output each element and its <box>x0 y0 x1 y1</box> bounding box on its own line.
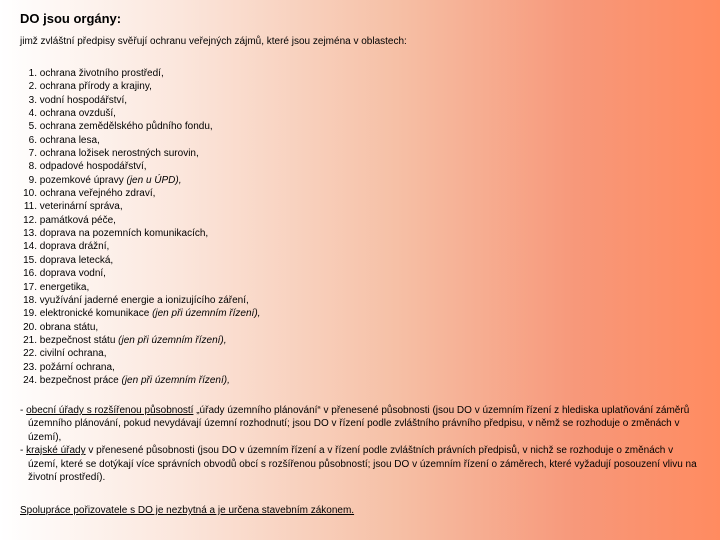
list-item-note: (jen při územním řízení), <box>152 308 261 320</box>
list-item <box>20 361 260 374</box>
list-item-number: 3. <box>28 94 37 106</box>
list-item-text: doprava letecká, <box>39 254 114 266</box>
list-item <box>20 294 260 307</box>
list-item-number: 20. <box>23 321 37 333</box>
list-item <box>20 80 260 93</box>
list-item-text: bezpečnost státu <box>39 334 119 346</box>
list-item-number: 1. <box>28 68 37 79</box>
list-item <box>20 374 260 387</box>
list-item-text: doprava vodní, <box>39 268 106 280</box>
list-item-number: 24. <box>23 374 37 386</box>
bullet-term: krajské úřady <box>26 445 86 457</box>
bullet-dash: - <box>20 405 27 416</box>
list-item-number: 5. <box>28 121 37 133</box>
list-item <box>20 307 260 320</box>
list-item <box>20 254 260 267</box>
list-item-number: 22. <box>23 348 37 360</box>
list-item <box>20 107 260 120</box>
list-item-number: 8. <box>28 161 37 173</box>
list-item-text: ochrana přírody a krajiny, <box>39 81 152 93</box>
list-item-text: veterinární správa, <box>39 201 123 213</box>
list-item-number: 11. <box>23 201 37 213</box>
list-item <box>20 160 260 173</box>
list-item-text: obrana státu, <box>39 321 99 333</box>
list-item-text: doprava na pozemních komunikacích, <box>39 228 209 240</box>
list-item-number: 18. <box>23 294 37 306</box>
page-subtitle: jimž zvláštní předpisy svěřují ochranu veřejných zájmů, které jsou zejména v oblastech: <box>20 36 407 47</box>
list-item <box>20 267 260 280</box>
list-item-number: 21. <box>23 334 37 346</box>
list-item-number: 14. <box>23 241 37 253</box>
list-item <box>20 120 260 133</box>
list-item <box>20 334 260 347</box>
page-title: DO jsou orgány: <box>20 11 122 26</box>
list-item-text: využívání jaderné energie a ionizujícího záření, <box>39 294 249 306</box>
list-item-text: památková péče, <box>39 214 116 226</box>
list-item-number: 17. <box>23 281 37 293</box>
list-item-text: energetika, <box>39 281 90 293</box>
list-item-number: 10. <box>23 188 37 200</box>
list-item-number: 13. <box>23 228 37 240</box>
list-item <box>20 134 260 147</box>
list-item <box>20 214 260 227</box>
list-item <box>20 67 260 80</box>
list-item-number: 7. <box>28 148 37 160</box>
list-item-number: 12. <box>23 214 37 226</box>
list-item-note: (jen u ÚPD), <box>126 174 182 186</box>
list-item-number: 6. <box>28 134 37 146</box>
bullet-dash: - <box>20 445 27 457</box>
footer-note: Spolupráce pořizovatele s DO je nezbytná a je určena stavebním zákonem. <box>20 505 355 516</box>
list-item <box>20 147 260 160</box>
list-item-text: odpadové hospodářství, <box>39 161 147 173</box>
list-item <box>20 281 260 294</box>
bullet-text: v přenesené působnosti (jsou DO v územním řízení a v řízení podle zvláštních právních předpisů, v nichž se rozhoduje o změnách v území, které se dotýkají více správních obvodů obcí s rozšířenou působností; jsou DO v územním řízení o záměrech, které vyžadují posouzení vlivu na životní prostředí). <box>28 445 697 484</box>
list-item-text: ochrana ovzduší, <box>39 108 116 120</box>
list-item <box>20 347 260 360</box>
list-item-note: (jen při územním řízení), <box>118 334 227 346</box>
list-item <box>20 200 260 213</box>
list-item-number: 9. <box>28 174 37 186</box>
list-item-number: 19. <box>23 308 37 320</box>
list-item-number: 16. <box>23 268 37 280</box>
list-item-text: ochrana veřejného zdraví, <box>39 188 156 200</box>
bullet-text: „úřady územního plánování“ v přenesené působnosti (jsou DO v územním řízení z hlediska uplatňování záměrů územního plánování, pokud nevydávají územní rozhodnutí; jsou DO v řízení podle zvláštního právního předpisu, v němž se rozhoduje o změnách v území), <box>28 405 690 443</box>
list-item-text: bezpečnost práce <box>39 374 122 386</box>
list-item <box>20 227 260 240</box>
list-item-text: ochrana životního prostředí, <box>39 68 164 79</box>
list-item <box>20 240 260 253</box>
list-item-text: elektronické komunikace <box>39 308 153 320</box>
list-item-note: (jen při územním řízení), <box>121 374 230 386</box>
list-item <box>20 321 260 334</box>
areas-list <box>20 67 260 387</box>
list-item-number: 4. <box>28 108 37 120</box>
bullet-term: obecní úřady s rozšířenou působností <box>26 405 194 416</box>
list-item-text: doprava drážní, <box>39 241 110 253</box>
list-item-text: ochrana zemědělského půdního fondu, <box>39 121 213 133</box>
list-item-number: 23. <box>23 361 37 373</box>
list-item <box>20 94 260 107</box>
list-item-number: 15. <box>23 254 37 266</box>
list-item-text: požární ochrana, <box>39 361 115 373</box>
list-item-text: ochrana lesa, <box>39 134 100 146</box>
list-item-text: vodní hospodářství, <box>39 94 128 106</box>
bullet-paragraph <box>20 404 700 444</box>
bullet-paragraph <box>20 444 700 484</box>
list-item <box>20 174 260 187</box>
authority-bullets <box>20 404 700 484</box>
list-item <box>20 187 260 200</box>
list-item-number: 2. <box>28 81 37 93</box>
list-item-text: ochrana ložisek nerostných surovin, <box>39 148 199 160</box>
list-item-text: civilní ochrana, <box>39 348 107 360</box>
list-item-text: pozemkové úpravy <box>39 174 127 186</box>
